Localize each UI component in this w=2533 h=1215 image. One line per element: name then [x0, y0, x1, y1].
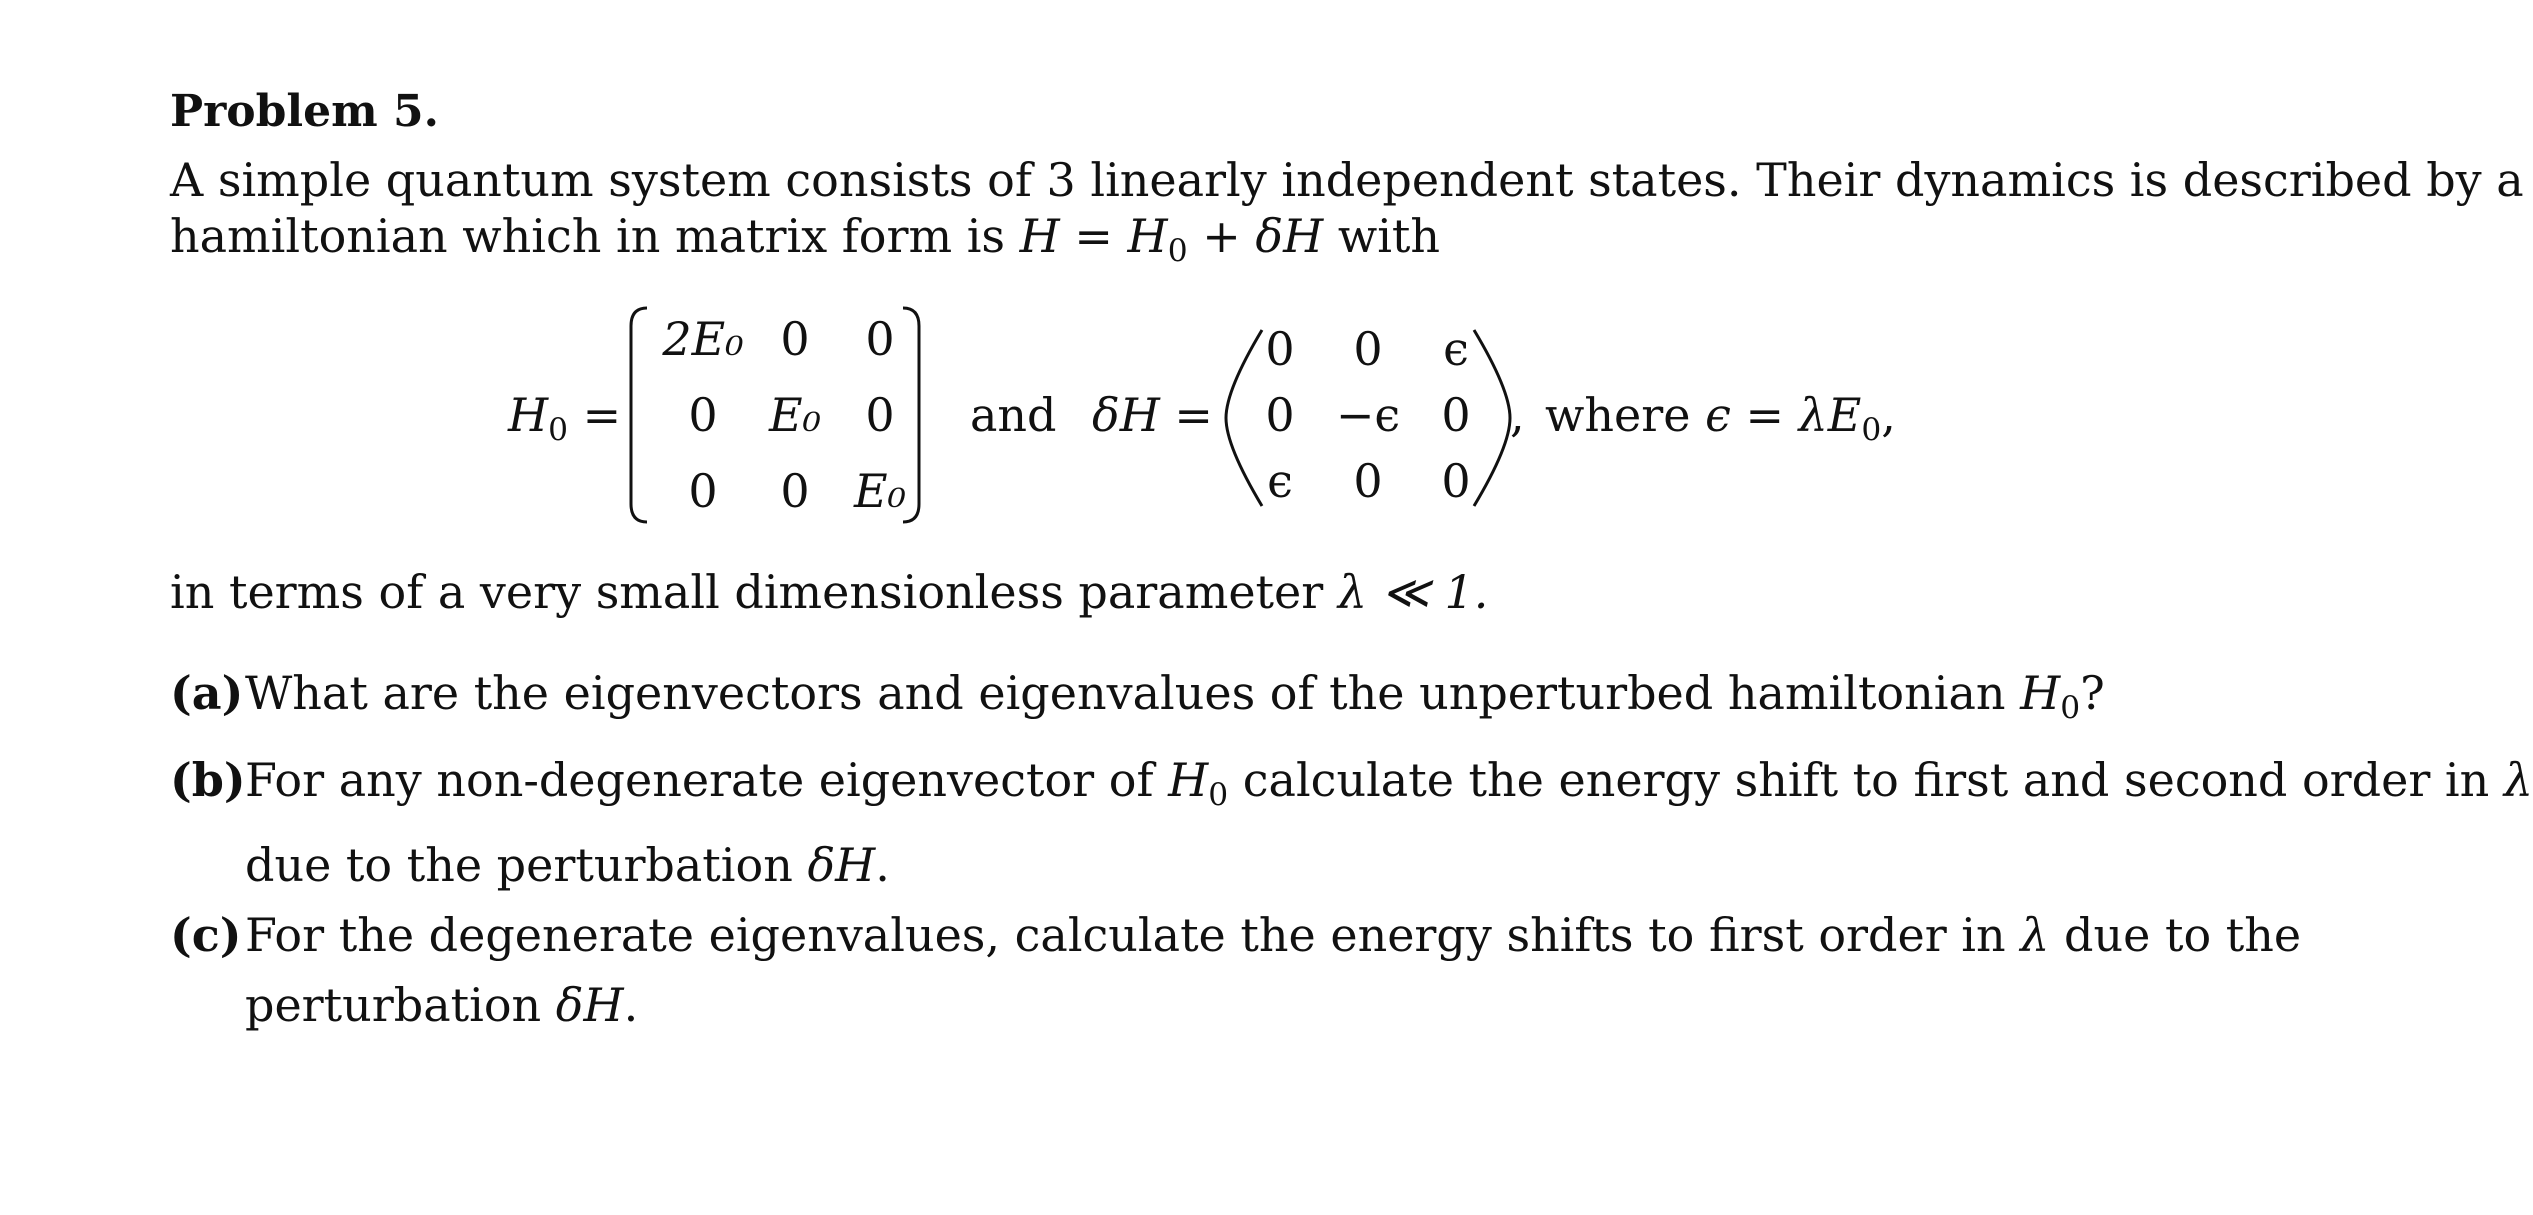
parameter-statement: in terms of a very small dimensionless parameter λ ≪ 1. [170, 565, 1489, 619]
dh-matrix-cell: 0 [1265, 388, 1295, 442]
h0-matrix-cell: 0 [780, 312, 810, 366]
problem-page: Problem 5. A simple quantum system consists of 3 linearly independent states. Their dynamics is described by a hamiltonian which in matrix form is $H = H_0 + \delta H$ with $H_0$ = 2E₀ 0 0 0 E₀ 0 0 0 E₀ and δH = 0 0 ϵ 0 −ϵ 0 ϵ 0 0 , where $\epsilon = \lambda E_0$, in terms of a very small dimensionless parameter λ ≪ 1. (a) What are the eigenvectors and eigenvalues of the unperturbed hamiltonian $H_0$? (b) For any non-degenerate eigenvector of $H_0$ calculate the energy shift to first and second order in λ due to the perturbation δH. (c) For the degenerate eigenvalues, calculate the energy shifts to first order in λ due to the perturbation δH. [0, 0, 2268, 1215]
lambda-condition: λ ≪ 1. [1337, 565, 1489, 619]
intro-with: with [1323, 209, 1441, 263]
dh-matrix-cell: 0 [1353, 454, 1383, 508]
hamiltonian-expression: $H = H_0 + \delta H$ [1019, 209, 1324, 269]
h0-matrix-cell: 0 [865, 388, 895, 442]
h0-label: $H_0$ = [508, 388, 622, 448]
h0-matrix-cell: 0 [865, 312, 895, 366]
part-b-tag: (b) [170, 753, 246, 807]
h0-matrix-cell: E₀ [768, 388, 822, 442]
h0-matrix-cell: E₀ [853, 464, 907, 518]
part-c-tag: (c) [170, 908, 242, 962]
problem-intro [170, 152, 2524, 279]
dh-matrix-cell: 0 [1441, 388, 1471, 442]
delta-h-matrix [1218, 300, 1518, 530]
dh-matrix-cell: 0 [1265, 322, 1295, 376]
h0-matrix-cell: 0 [688, 464, 718, 518]
intro-line-1: A simple quantum system consists of 3 linearly independent states. Their dynamics is described by a [170, 153, 2524, 207]
h0-matrix-cell: 0 [688, 388, 718, 442]
dh-matrix-cell: ϵ [1267, 454, 1293, 508]
comma: , [1510, 388, 1525, 442]
dh-matrix-cell: 0 [1353, 322, 1383, 376]
and-word: and [970, 388, 1057, 442]
where-clause: where $\epsilon = \lambda E_0$, [1545, 388, 1896, 448]
intro-line-2 [170, 208, 2200, 279]
h0-matrix [625, 300, 925, 530]
intro-text: hamiltonian which in matrix form is [170, 209, 1006, 263]
dh-matrix-cell: −ϵ [1335, 388, 1401, 442]
h0-matrix-cell: 2E₀ [662, 312, 744, 366]
delta-h-label: δH = [1092, 388, 1213, 442]
problem-title: Problem 5. [170, 86, 439, 137]
h0-matrix-cell: 0 [780, 464, 810, 518]
dh-matrix-cell: 0 [1441, 454, 1471, 508]
equation-row [0, 300, 2268, 540]
part-a-tag: (a) [170, 666, 244, 720]
dh-matrix-cell: ϵ [1443, 322, 1469, 376]
